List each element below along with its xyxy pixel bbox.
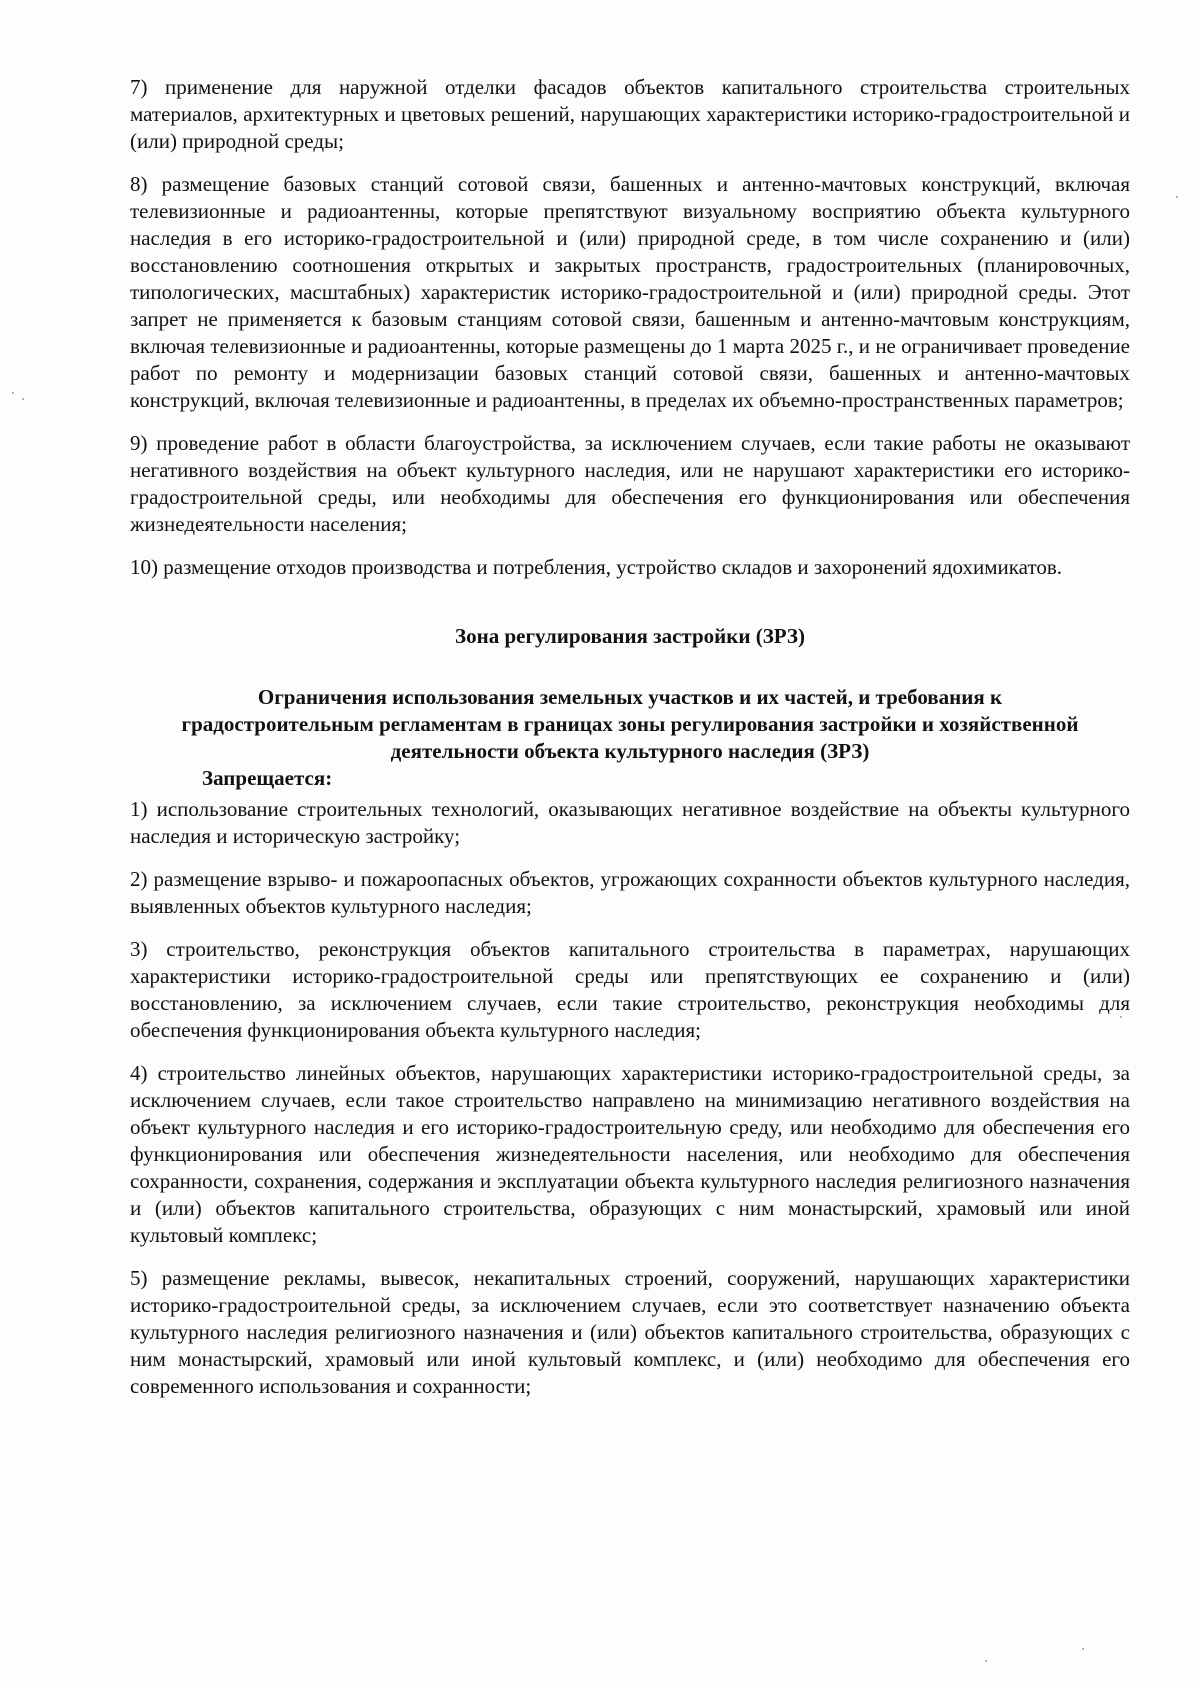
document-body xyxy=(130,74,1130,1416)
scan-speck xyxy=(985,1660,987,1662)
paragraph-item-8: 8) размещение базовых станций сотовой связи, башенных и антенно-мачтовых конструкций, включая телевизионные и радиоантенны, которые препятствуют визуальному восприятию объекта культурного наследия в его историко-градостроительной и (или) природной среде, в том числе сохранению и (или) восстановлению соотношения открытых и закрытых пространств, градостроительных (планировочных, типологических, масштабных) характеристик историко-градостроительной и (или) природной среды. Этот запрет не применяется к базовым станциям сотовой связи, башенным и антенно-мачтовым конструкциям, включая телевизионные и радиоантенны, которые размещены до 1 марта 2025 г., и не ограничивает проведение работ по ремонту и модернизации базовых станций сотовой связи, башенных и антенно-мачтовых конструкций, включая телевизионные и радиоантенны, в пределах их объемно-пространственных параметров; xyxy=(130,172,1130,412)
scan-speck xyxy=(1176,196,1178,198)
scan-speck xyxy=(1082,1648,1084,1650)
section-item-1: 1) использование строительных технологий, оказывающих негативное воздействие на объекты культурного наследия и историческую застройку; xyxy=(130,797,1130,848)
section-subtitle: Ограничения использования земельных участков и их частей, и требования к градостроительным регламентам в границах зоны регулирования застройки и хозяйственной деятельности объекта культурного наследия (ЗРЗ) xyxy=(181,685,1079,763)
section-item-3: 3) строительство, реконструкция объектов капитального строительства в параметрах, нарушающих характеристики историко-градостроительной среды или препятствующих ее сохранению и (или) восстановлению, за исключением случаев, если такие строительство, реконструкция необходимы для обеспечения функционирования объекта культурного наследия; xyxy=(130,937,1130,1042)
zrz-section xyxy=(130,623,1130,1400)
paragraph-item-10: 10) размещение отходов производства и потребления, устройство складов и захоронений ядохимикатов. xyxy=(130,555,1063,579)
paragraph-item-7: 7) применение для наружной отделки фасадов объектов капитального строительства строительных материалов, архитектурных и цветовых решений, нарушающих характеристики историко-градостроительной и (или) природной среды; xyxy=(130,75,1130,153)
section-item-4: 4) строительство линейных объектов, нарушающих характеристики историко-градостроительной среды, за исключением случаев, если такое строительство направлено на минимизацию негативного воздействия на объект культурного наследия и его историко-градостроительную среду, или необходимо для обеспечения его функционирования или обеспечения жизнедеятельности населения, или необходимо для обеспечения сохранности, сохранения, содержания и эксплуатации объекта культурного наследия религиозного назначения и (или) объектов капитального строительства, образующих с ним монастырский, храмовый или иной культовый комплекс; xyxy=(130,1061,1130,1247)
section-item-5: 5) размещение рекламы, вывесок, некапитальных строений, сооружений, нарушающих характеристики историко-градостроительной среды, за исключением случаев, если это соответствует назначению объекта культурного наследия религиозного назначения и (или) объектов капитального строительства, образующих с ним монастырский, храмовый или иной культовый комплекс, и (или) необходимо для обеспечения его современного использования и сохранности; xyxy=(130,1266,1130,1398)
prohibited-label: Запрещается: xyxy=(202,766,333,790)
section-item-2: 2) размещение взрыво- и пожароопасных объектов, угрожающих сохранности объектов культурного наследия, выявленных объектов культурного наследия; xyxy=(130,867,1130,918)
paragraph-item-9: 9) проведение работ в области благоустройства, за исключением случаев, если такие работы не оказывают негативного воздействия на объект культурного наследия, или не нарушают характеристики его историко-градостроительной среды, или необходимы для обеспечения его функционирования или обеспечения жизнедеятельности населения; xyxy=(130,431,1130,536)
scan-speck xyxy=(12,392,14,394)
section-title: Зона регулирования застройки (ЗРЗ) xyxy=(455,624,805,648)
scan-speck xyxy=(22,398,24,400)
